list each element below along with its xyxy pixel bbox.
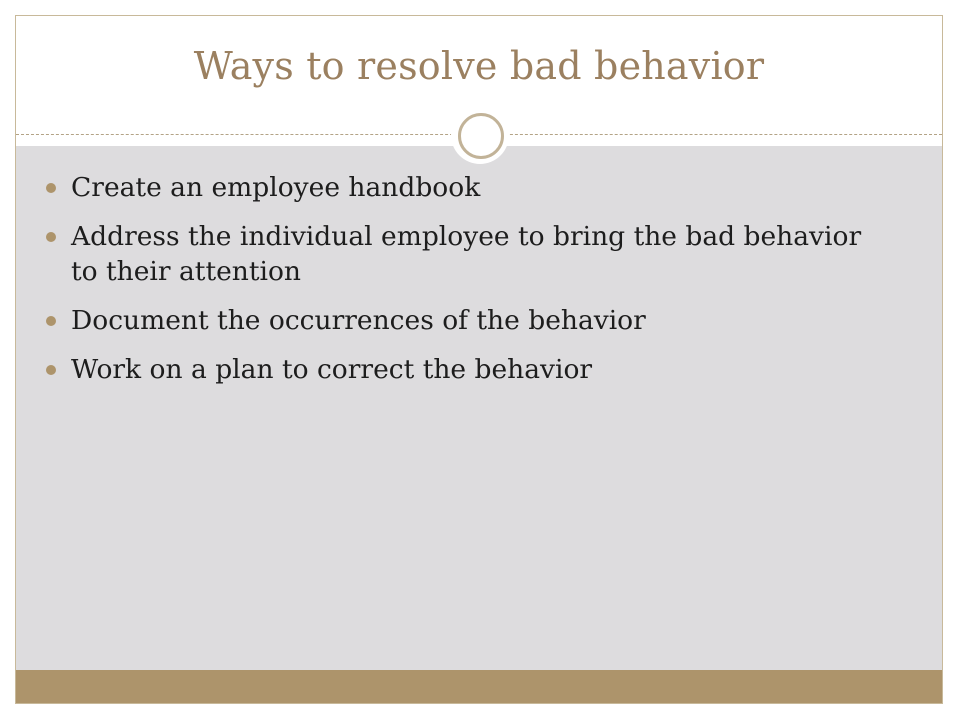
bullet-dot-icon: [46, 183, 56, 193]
bullet-list: [46, 170, 886, 401]
bullet-dot-icon: [46, 365, 56, 375]
bullet-text: Address the individual employee to bring the bad behavior to their attention: [71, 221, 862, 287]
bullet-item: [46, 303, 886, 338]
bullet-text: Work on a plan to correct the behavior: [71, 354, 593, 385]
bullet-item: [46, 352, 886, 387]
bullet-text: Create an employee handbook: [71, 172, 481, 203]
bottom-accent-bar: [16, 670, 942, 703]
bullet-dot-icon: [46, 232, 56, 242]
circle-ornament-icon: [458, 113, 504, 159]
bullet-dot-icon: [46, 316, 56, 326]
bullet-item: [46, 219, 886, 289]
bullet-item: [46, 170, 886, 205]
bullet-text: Document the occurrences of the behavior: [71, 305, 646, 336]
slide-title: Ways to resolve bad behavior: [193, 44, 765, 88]
